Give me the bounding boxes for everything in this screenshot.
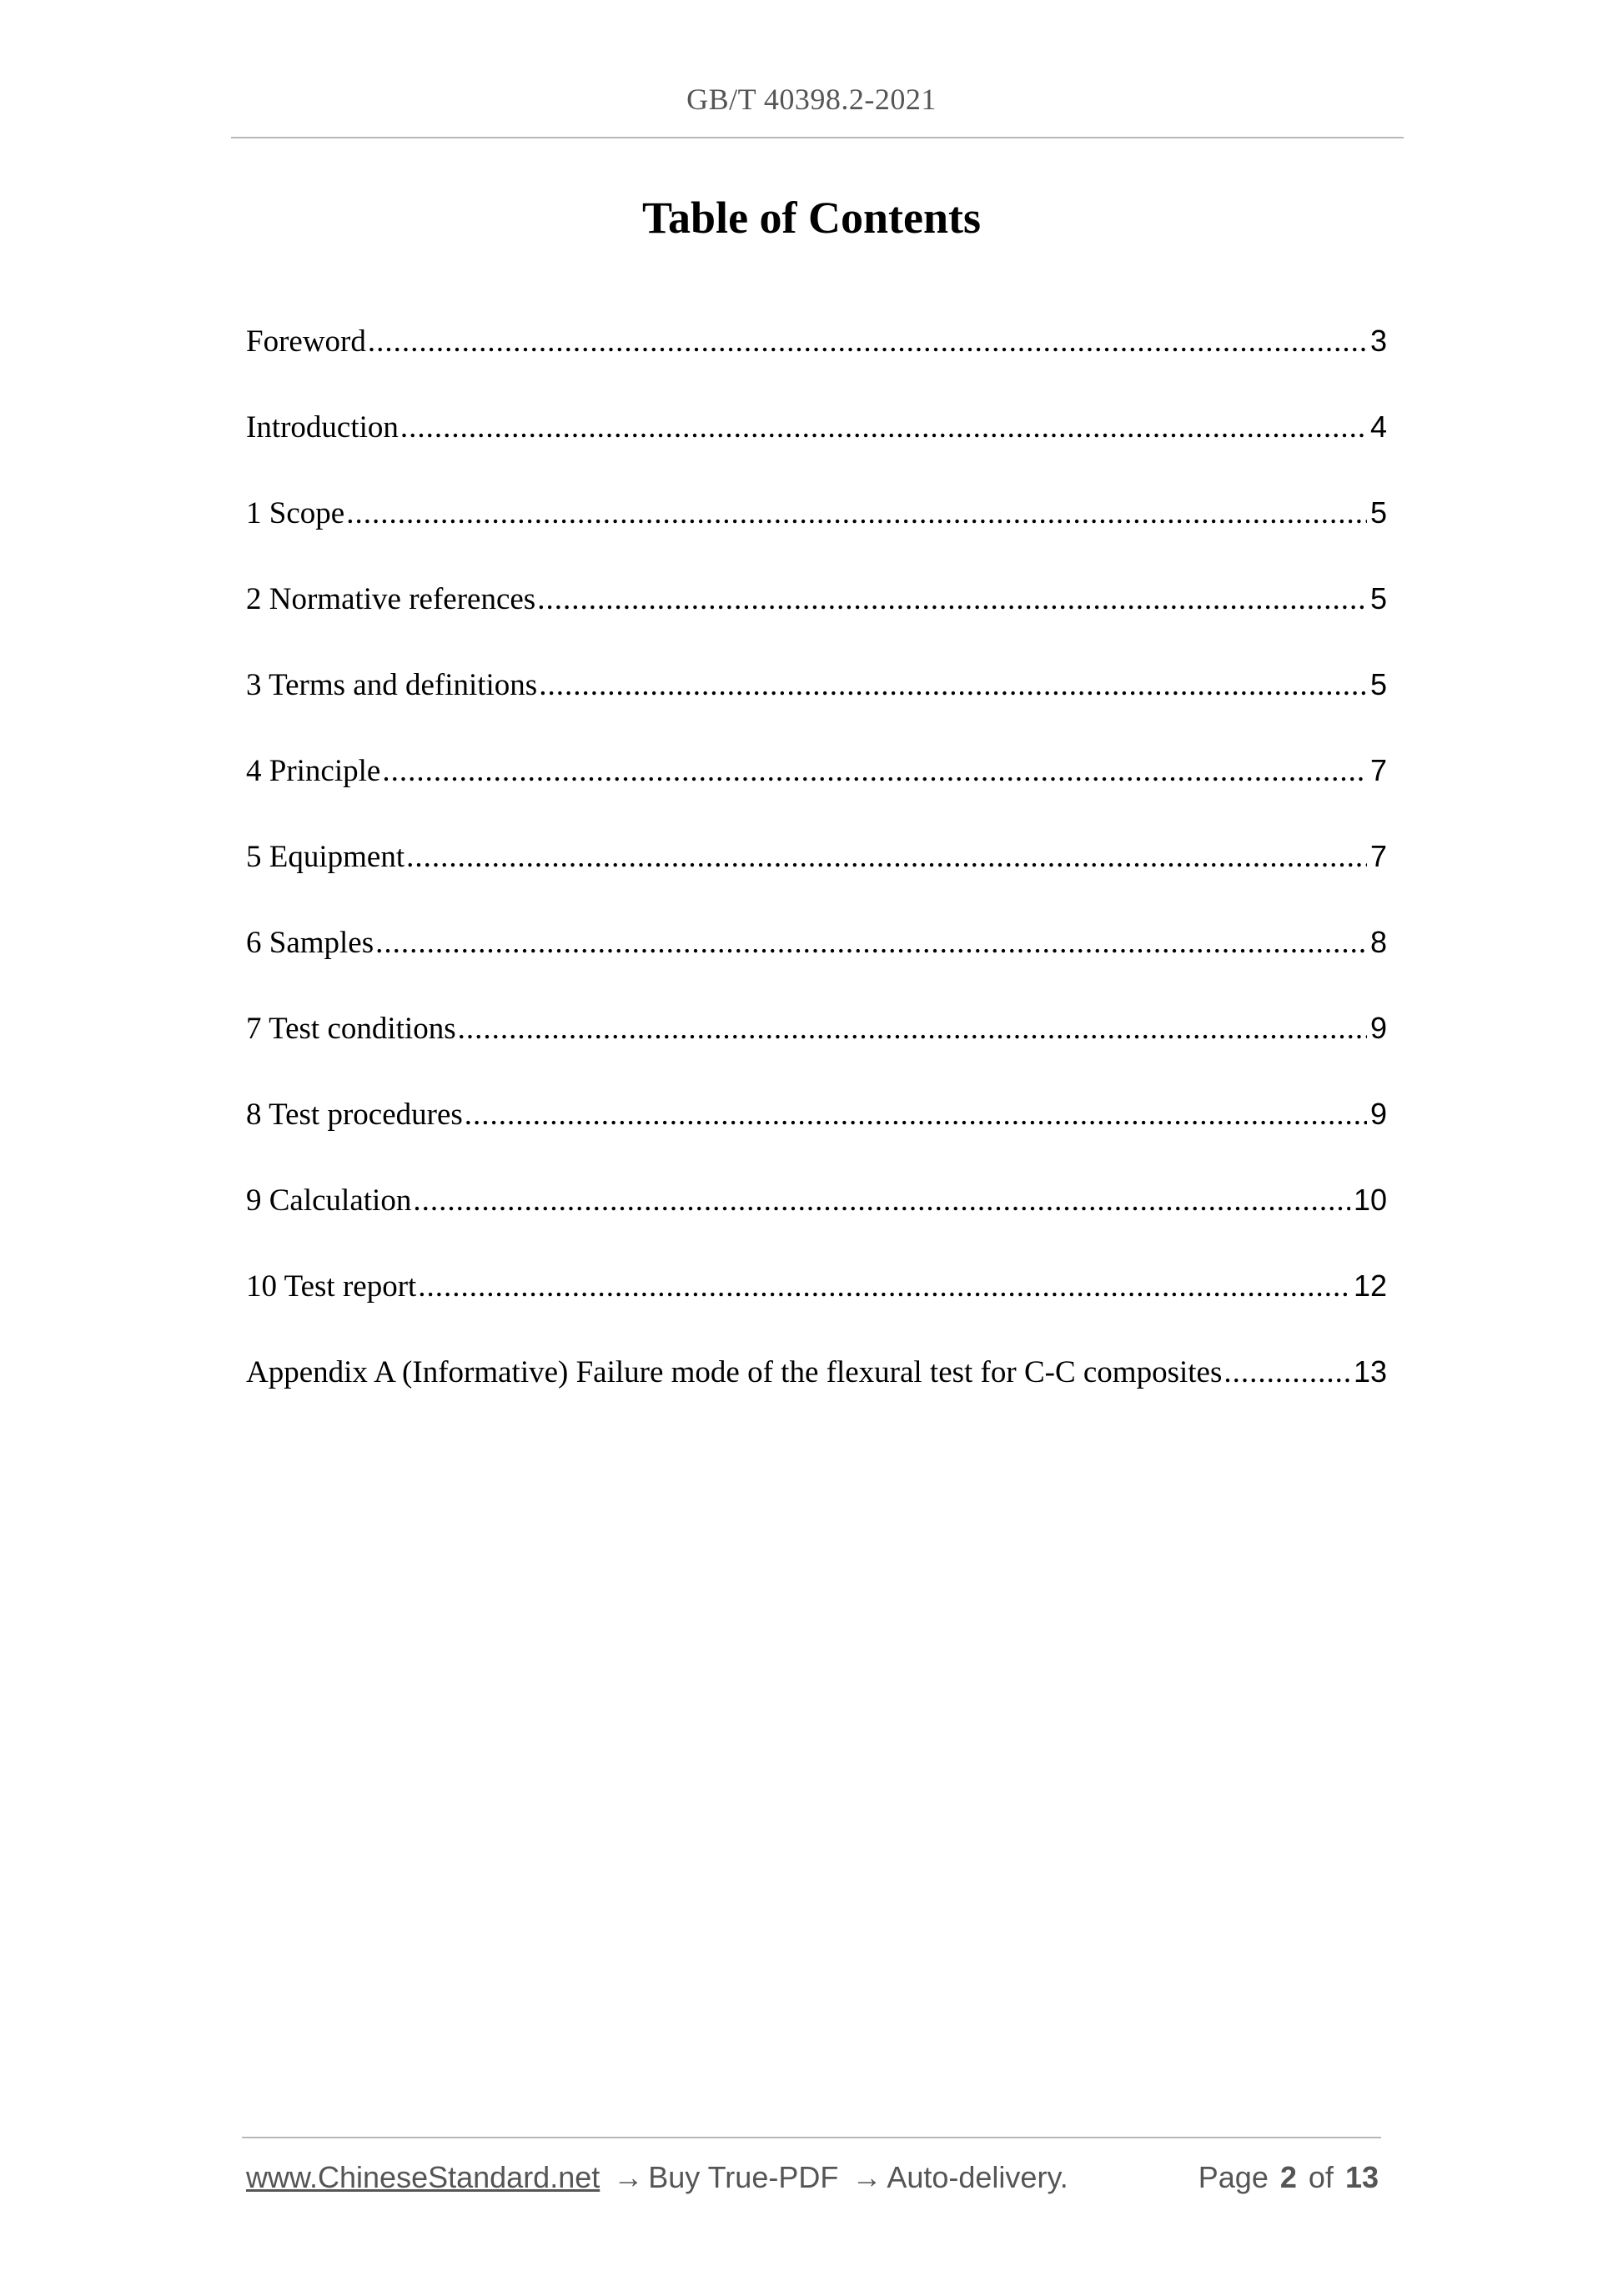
toc-entry-page: 9	[1369, 1011, 1387, 1045]
dot-leader	[413, 1183, 1350, 1218]
page-footer	[246, 2160, 1379, 2195]
toc-entry-page: 3	[1369, 324, 1387, 358]
toc-entry-label: Introduction	[246, 410, 399, 445]
toc-entry-label: 1 Scope	[246, 496, 345, 530]
dot-leader	[346, 495, 1367, 531]
dot-leader	[368, 324, 1367, 359]
dot-leader	[382, 753, 1367, 789]
toc-entry-label: 9 Calculation	[246, 1183, 412, 1218]
toc-entry-label: 6 Samples	[246, 926, 374, 960]
toc-entry-page: 13	[1353, 1354, 1387, 1389]
toc-entry-label: 4 Principle	[246, 754, 381, 788]
delivery-text: Auto-delivery.	[887, 2160, 1068, 2194]
total-pages-number: 13	[1344, 2160, 1379, 2194]
site-link[interactable]: www.ChineseStandard.net	[246, 2160, 600, 2194]
toc-entry-label: 10 Test report	[246, 1269, 417, 1304]
toc-entry-page: 7	[1369, 839, 1387, 873]
toc-entry-principle[interactable]	[246, 753, 1387, 839]
toc-list	[246, 324, 1387, 1440]
toc-entry-introduction[interactable]	[246, 409, 1387, 495]
page-indicator	[1195, 2160, 1379, 2195]
dot-leader	[418, 1269, 1350, 1304]
toc-entry-page: 5	[1369, 581, 1387, 615]
toc-entry-label: 7 Test conditions	[246, 1012, 456, 1046]
toc-entry-page: 12	[1353, 1269, 1387, 1303]
toc-entry-terms-and-definitions[interactable]	[246, 667, 1387, 753]
toc-entry-appendix-a[interactable]	[246, 1354, 1387, 1440]
footer-promo	[246, 2160, 1068, 2195]
dot-leader	[458, 1011, 1367, 1047]
dot-leader	[537, 581, 1367, 617]
toc-entry-page: 10	[1353, 1183, 1387, 1217]
buy-text: Buy True-PDF	[648, 2160, 839, 2194]
toc-entry-normative-references[interactable]	[246, 581, 1387, 667]
toc-entry-label: Foreword	[246, 324, 366, 359]
toc-entry-scope[interactable]	[246, 495, 1387, 581]
dot-leader	[465, 1097, 1367, 1133]
dot-leader	[539, 667, 1367, 703]
of-word: of	[1308, 2160, 1334, 2194]
arrow-right-icon: →	[613, 2160, 644, 2194]
toc-entry-calculation[interactable]	[246, 1183, 1387, 1269]
dot-leader	[400, 409, 1367, 445]
toc-entry-samples[interactable]	[246, 925, 1387, 1011]
toc-entry-page: 5	[1369, 495, 1387, 530]
current-page-number: 2	[1279, 2160, 1297, 2194]
toc-entry-label: 8 Test procedures	[246, 1098, 463, 1132]
toc-entry-page: 8	[1369, 925, 1387, 959]
toc-entry-page: 9	[1369, 1097, 1387, 1131]
toc-entry-page: 7	[1369, 753, 1387, 787]
toc-entry-label: 2 Normative references	[246, 582, 536, 616]
toc-title: Table of Contents	[641, 193, 982, 243]
toc-entry-test-report[interactable]	[246, 1269, 1387, 1354]
header-divider	[231, 137, 1404, 138]
toc-entry-test-procedures[interactable]	[246, 1097, 1387, 1183]
dot-leader	[1224, 1354, 1350, 1390]
toc-entry-test-conditions[interactable]	[246, 1011, 1387, 1097]
toc-entry-foreword[interactable]	[246, 324, 1387, 409]
toc-entry-label: 3 Terms and definitions	[246, 668, 538, 702]
footer-divider	[242, 2137, 1381, 2138]
page-word: Page	[1198, 2160, 1269, 2194]
toc-entry-page: 5	[1369, 667, 1387, 701]
toc-entry-equipment[interactable]	[246, 839, 1387, 925]
document-id-header: GB/T 40398.2-2021	[686, 83, 937, 116]
arrow-right-icon: →	[852, 2160, 882, 2194]
toc-entry-page: 4	[1369, 409, 1387, 444]
dot-leader	[375, 925, 1367, 961]
toc-entry-label: Appendix A (Informative) Failure mode of the flexural test for C-C composites	[246, 1355, 1223, 1389]
dot-leader	[406, 839, 1367, 875]
toc-entry-label: 5 Equipment	[246, 840, 405, 874]
